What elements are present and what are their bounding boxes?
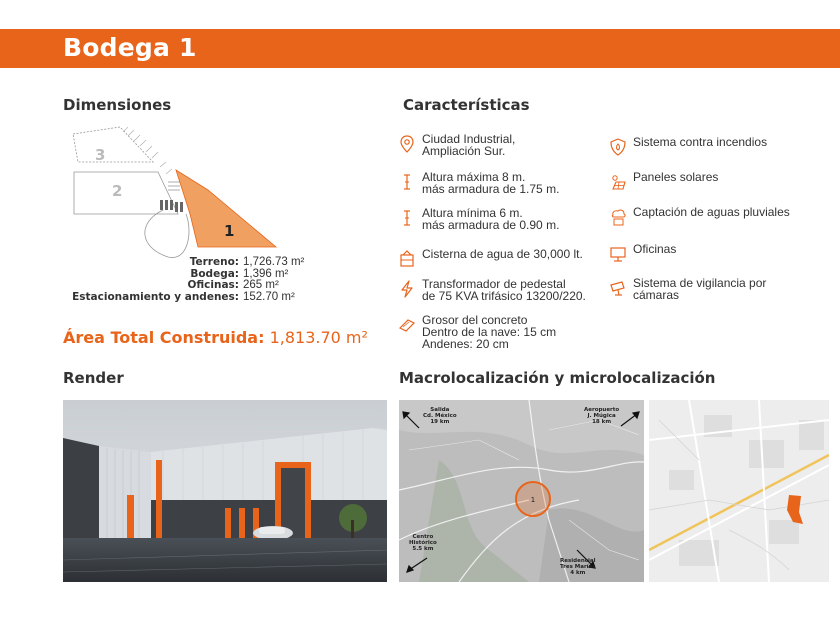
total-area-label: Área Total Construida: <box>63 328 265 347</box>
feature-text: más armadura de 1.75 m. <box>422 181 560 196</box>
map-label-salida: Salida Cd. México 19 km <box>423 407 457 425</box>
map-marker-label: 1 <box>530 496 536 504</box>
location-pin-icon <box>398 135 416 153</box>
plan-label-2: 2 <box>112 182 123 200</box>
header-banner <box>0 29 840 68</box>
dimension-label: Oficinas: <box>187 279 239 292</box>
map-label-airport: Aeropuerto J. Múgica 18 km <box>584 407 620 425</box>
feature-text: Grosor del concreto <box>422 313 528 327</box>
feature-transformer <box>398 279 586 303</box>
dimension-label: Terreno: <box>189 256 239 268</box>
micro-location-map <box>649 400 829 582</box>
rainwater-icon <box>609 208 627 226</box>
water-tank-icon <box>398 250 416 268</box>
plan-label-3: 3 <box>95 146 106 164</box>
feature-fire-system <box>609 137 767 156</box>
feature-text: Altura mínima 6 m. <box>422 206 523 220</box>
office-icon <box>609 245 627 263</box>
dimension-value: 1,396 m² <box>243 267 289 280</box>
total-area <box>63 328 368 347</box>
building-render <box>63 400 387 582</box>
feature-text: Ciudad Industrial, <box>422 132 516 146</box>
height-icon <box>398 209 416 227</box>
feature-offices <box>609 244 676 263</box>
feature-text: Transformador de pedestal <box>422 277 566 291</box>
page-title: Bodega 1 <box>63 33 197 62</box>
feature-text: Sistema contra incendios <box>633 135 768 149</box>
dimension-row <box>60 292 320 304</box>
feature-water-tank <box>398 249 583 268</box>
floor-plan <box>68 122 283 260</box>
features-title: Características <box>403 96 530 114</box>
location-title: Macrolocalización y microlocalización <box>399 369 716 387</box>
solar-panel-icon <box>609 173 627 191</box>
feature-text: más armadura de 0.90 m. <box>422 217 560 232</box>
feature-text: Ampliación Sur. <box>422 143 506 158</box>
dimensions-title: Dimensiones <box>63 96 172 114</box>
total-area-value: 1,813.70 m² <box>269 328 368 347</box>
render-title: Render <box>63 369 124 387</box>
macro-location-map <box>399 400 644 582</box>
dimension-value: 265 m² <box>243 279 279 292</box>
fire-shield-icon <box>609 138 627 156</box>
feature-concrete <box>398 315 556 350</box>
feature-text: Paneles solares <box>633 170 719 184</box>
lightning-icon <box>398 280 416 298</box>
map-label-centro: Centro Histórico 5.5 km <box>409 534 437 552</box>
feature-surveillance <box>609 278 766 302</box>
feature-text: de 75 KVA trifásico 13200/220. <box>422 288 586 303</box>
feature-text: Dentro de la nave: 15 cm <box>422 324 557 339</box>
feature-text: Cisterna de agua de 30,000 lt. <box>422 247 583 261</box>
dimension-value: 1,726.73 m² <box>243 256 305 268</box>
security-camera-icon <box>609 279 627 297</box>
feature-text: Oficinas <box>633 242 677 256</box>
feature-min-height <box>398 208 559 232</box>
feature-text: cámaras <box>633 287 680 302</box>
dimension-label: Estacionamiento y andenes: <box>72 290 239 303</box>
feature-text: Altura máxima 8 m. <box>422 170 526 184</box>
concrete-icon <box>398 316 416 334</box>
dimensions-table <box>60 257 320 303</box>
dimension-row <box>60 257 320 269</box>
feature-max-height <box>398 172 559 196</box>
map-label-residencial: Residencial Tres Marías 4 km <box>560 558 596 576</box>
dimension-value: 152.70 m² <box>243 290 295 303</box>
feature-text: Andenes: 20 cm <box>422 336 509 351</box>
height-icon <box>398 173 416 191</box>
feature-text: Sistema de vigilancia por <box>633 276 767 290</box>
feature-text: Captación de aguas pluviales <box>633 205 790 219</box>
dimension-label: Bodega: <box>190 267 239 280</box>
feature-solar <box>609 172 718 191</box>
feature-rainwater <box>609 207 790 226</box>
plan-label-1: 1 <box>224 222 235 240</box>
feature-location <box>398 134 515 158</box>
